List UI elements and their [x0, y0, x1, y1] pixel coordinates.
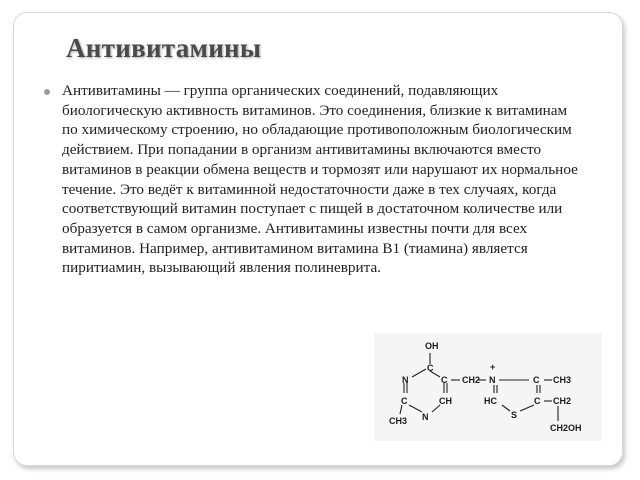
bond: [412, 369, 426, 377]
atom-hc: HC: [484, 396, 497, 406]
atom-n: N: [402, 375, 409, 385]
bullet-icon: [44, 89, 50, 95]
charge-plus: +: [490, 362, 496, 372]
bond: [502, 405, 510, 411]
bond: [432, 405, 440, 412]
atom-ch2oh: CH2OH: [550, 423, 582, 433]
atom-n: N: [422, 412, 429, 422]
slide-body: [44, 81, 584, 278]
atom-ch2-right: CH2: [553, 396, 572, 406]
atom-c: C: [441, 375, 448, 385]
atom-s: S: [511, 410, 518, 420]
atom-n-plus: N: [489, 375, 496, 385]
bond: [400, 405, 402, 414]
atom-ch: CH: [439, 396, 452, 406]
atom-ch3-right: CH3: [553, 375, 572, 385]
bullet-item: [44, 81, 584, 278]
pyrithiamine-formula-image: [374, 333, 602, 441]
atom-c: C: [533, 375, 540, 385]
slide-title: Антивитамины: [66, 33, 262, 63]
atom-c: C: [534, 396, 541, 406]
body-paragraph: Антивитамины — группа органических соединений, подавляющих биологическую активность витаминов. Это соединения, близкие к витаминам по химическому строению, но обладающие противоположным биологическим действием. При попадании в организм антивитамины включаются вместо витаминов в реакции обмена веществ и тормозят или нарушают их нормальное течение. Это ведёт к витаминной недостаточности даже в тех случаях, когда соответствующий витамин поступает с пищей в достаточном количестве или образуется в самом организме. Антивитамины известны почти для всех витаминов. Например, антивитамином витамина B1 (тиамина) является пиритиамин, вызывающий явления полиневрита.: [62, 82, 578, 277]
atom-ch3-bottom: CH3: [389, 416, 408, 426]
atom-c: C: [401, 396, 408, 406]
atom-c: C: [427, 363, 434, 373]
bond: [520, 405, 534, 411]
structural-formula: [374, 333, 602, 441]
bond: [409, 405, 422, 412]
atom-oh: OH: [425, 341, 439, 351]
atom-ch2-link: CH2: [462, 375, 481, 385]
